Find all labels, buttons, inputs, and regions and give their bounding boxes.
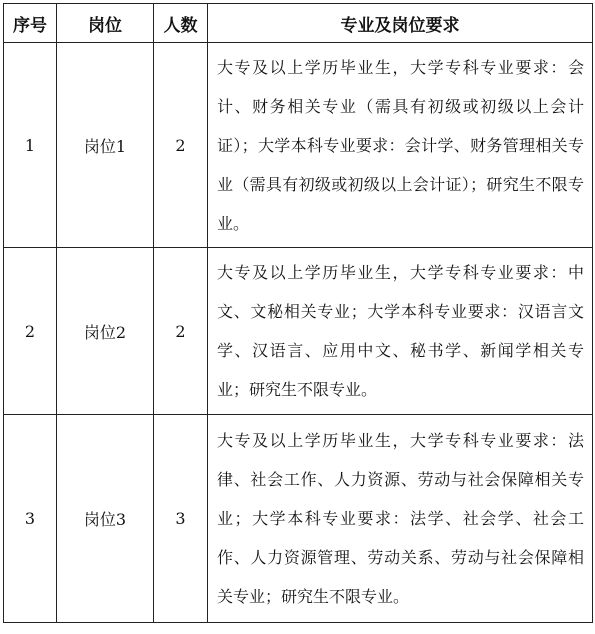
cell-post: 岗位1 <box>57 43 154 248</box>
cell-requirements: 大专及以上学历毕业生，大学专科专业要求：中文、文秘相关专业；大学本科专业要求：汉语言文学、汉语言、应用中文、秘书学、新闻学相关专业；研究生不限专业。 <box>208 248 593 415</box>
cell-serial-number: 2 <box>4 248 57 415</box>
table-row <box>4 248 593 415</box>
cell-headcount: 2 <box>154 248 208 415</box>
cell-headcount: 2 <box>154 43 208 248</box>
cell-serial-number: 3 <box>4 415 57 623</box>
header-serial-number: 序号 <box>4 4 57 43</box>
positions-table <box>3 3 593 623</box>
cell-post: 岗位2 <box>57 248 154 415</box>
cell-serial-number: 1 <box>4 43 57 248</box>
header-requirements: 专业及岗位要求 <box>208 4 593 43</box>
cell-requirements: 大专及以上学历毕业生，大学专科专业要求：会计、财务相关专业（需具有初级或初级以上会计证）；大学本科专业要求：会计学、财务管理相关专业（需具有初级或初级以上会计证）；研究生不限专业。 <box>208 43 593 248</box>
header-post: 岗位 <box>57 4 154 43</box>
cell-headcount: 3 <box>154 415 208 623</box>
table-header-row <box>4 4 593 43</box>
cell-post: 岗位3 <box>57 415 154 623</box>
header-headcount: 人数 <box>154 4 208 43</box>
table-row <box>4 43 593 248</box>
table-row <box>4 415 593 623</box>
cell-requirements: 大专及以上学历毕业生，大学专科专业要求：法律、社会工作、人力资源、劳动与社会保障相关专业；大学本科专业要求：法学、社会学、社会工作、人力资源管理、劳动关系、劳动与社会保障相关专业；研究生不限专业。 <box>208 415 593 623</box>
